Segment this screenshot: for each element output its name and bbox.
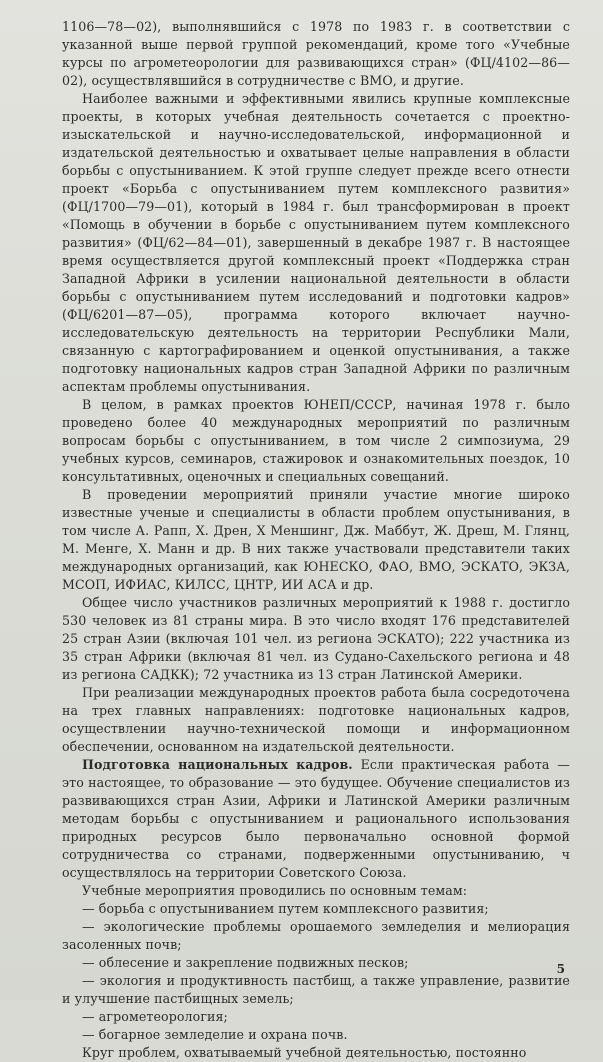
topic-item: — борьба с опустыниванием путем комплексного развития; (82, 901, 489, 916)
topic-item: — богарное земледелие и охрана почв. (82, 1027, 348, 1042)
topic-item: — агрометеорология; (82, 1009, 228, 1024)
page-body-text (62, 18, 570, 1062)
paragraph-continued: 1106—78—02), выполнявшийся с 1978 по 1983 г. в соответствии с указанной выше первой группой рекомендаций, кроме того «Учебные курсы по агрометеорологии для развивающихся стран» (ФЦ/4102—86—02), осуществлявшийся в сотрудничестве с ВМО, и другие. (62, 19, 570, 88)
page-number: 5 (556, 962, 565, 976)
paragraph-participant-count: Общее число участников различных мероприятий к 1988 г. достигло 530 человек из 81 страны мира. В это число входят 176 представителей 25 стран Азии (включая 101 чел. из региона ЭСКАТО); 222 участника из 35 стран Африки (включая 81 чел. из Судано-Сахельского региона и 48 из региона САДКК); 72 участника из 13 стран Латинской Америки. (62, 595, 570, 682)
paragraph-participants: В проведении мероприятий приняли участие многие широко известные ученые и специалисты в области проблем опустынивания, в том числе А. Рапп, Х. Дрен, Х Меншинг, Дж. Маббут, Ж. Дреш, М. Глянц, М. Менге, Х. Манн и др. В них также участвовали представители таких международных организаций, как ЮНЕСКО, ФАО, ВМО, ЭСКАТО, ЭКЗА, МСОП, ИФИАС, КИЛСС, ЦНТР, ИИ АСА и др. (62, 487, 570, 592)
topic-item: — экология и продуктивность пастбищ, а также управление, развитие и улучшение пастбищных земель; (62, 973, 570, 1006)
paragraph-three-directions: При реализации международных проектов работа была сосредоточена на трех главных направлениях: подготовке национальных кадров, осуществлении научно-технической помощи и информационном обеспечении, основанном на издательской деятельности. (62, 685, 570, 754)
topic-item: — облесение и закрепление подвижных песков; (82, 955, 409, 970)
paragraph-closing: Круг проблем, охватываемый учебной деятельностью, постоянно (82, 1045, 527, 1060)
paragraph-complex-projects: Наиболее важными и эффективными явились крупные комплексные проекты, в которых учебная деятельность сочетается с проектно-изыскательской и научно-исследовательской, информационной и издательской деятельностью и охватывает целые направления в области борьбы с опустыниванием. К этой группе следует прежде всего отнести проект «Борьба с опустыниванием путем комплексного развития» (ФЦ/1700—79—01), который в 1984 г. был трансформирован в проект «Помощь в обучении в борьбе с опустыниванием путем комплексного развития» (ФЦ/62—84—01), завершенный в декабре 1987 г. В настоящее время осуществляется другой комплексный проект «Поддержка стран Западной Африки в усилении национальной деятельности в области борьбы с опустыниванием путем исследований и подготовки кадров» (ФЦ/6201—87—05), программа которого включает научно-исследовательскую деятельность на территории Республики Мали, связанную с картографированием и оценкой опустынивания, а также подготовку национальных кадров стран Западной Африки по различным аспектам проблемы опустынивания. (62, 91, 570, 394)
topics-intro: Учебные мероприятия проводились по основным темам: (82, 883, 468, 898)
paragraph-overall-activities: В целом, в рамках проектов ЮНЕП/СССР, начиная 1978 г. было проведено более 40 международных мероприятий по различным вопросам борьбы с опустыниванием, в том числе 2 симпозиума, 29 учебных курсов, семинаров, стажировок и ознакомительных поездок, 10 консультативных, оценочных и специальных совещаний. (62, 397, 570, 484)
section-heading: Подготовка национальных кадров. (82, 757, 353, 772)
topic-item: — экологические проблемы орошаемого земледелия и мелиорация засоленных почв; (62, 919, 570, 952)
paragraph-training (62, 756, 570, 882)
training-text: Если практическая работа — это настоящее, то образование — это будущее. Обучение специалистов из развивающихся стран Азии, Африки и Латинской Америки различным методам борьбы с опустыниванием и рационального использования природных ресурсов было первоначально основной формой сотрудничества со странами, подверженными опустыниванию, ч осуществлялось на территории Советского Союза. (62, 757, 570, 880)
